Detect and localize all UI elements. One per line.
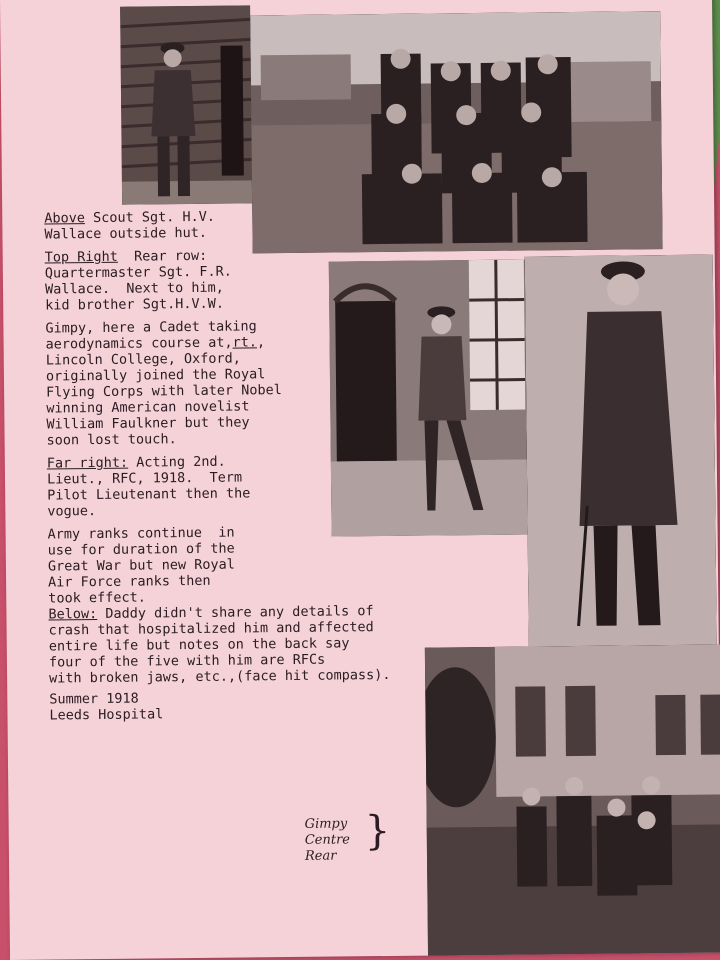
army-line2: use for duration of the <box>47 540 235 559</box>
caption-above <box>44 209 215 227</box>
photo-leeds-hospital-group[interactable] <box>425 644 720 955</box>
caption-below-line5: with broken jaws, etc.,(face hit compass). <box>49 666 391 687</box>
photo-group-of-soldiers-image <box>250 11 662 253</box>
photo-acting-second-lieutenant[interactable] <box>525 255 717 649</box>
caption-top-right-line3: Wallace. Next to him, <box>44 279 224 298</box>
caption-above-text: Scout Sgt. H.V. <box>84 208 216 227</box>
caption-top-right-text: Rear row: <box>117 247 208 265</box>
gimpy-line7: William Faulkner but they <box>46 414 250 433</box>
handwritten-note-line3: Rear <box>304 848 337 864</box>
caption-top-right-line2: Quartermaster Sgt. F.R. <box>44 263 232 282</box>
army-line5: took effect. <box>48 589 146 607</box>
photo-scout-outside-hut[interactable] <box>120 5 252 204</box>
caption-below-text: Daddy didn't share any details of <box>97 603 374 623</box>
photo-scout-outside-hut-image <box>120 5 252 204</box>
photo-group-of-soldiers[interactable] <box>250 11 662 253</box>
caption-far-right-label: Far right: <box>46 454 129 472</box>
caption-below-label: Below: <box>48 606 98 623</box>
photo-cadet-lincoln-college-image <box>329 259 532 536</box>
caption-far-right-line3: Pilot Lieutenant then the <box>47 485 251 504</box>
gimpy-line8: soon lost touch. <box>46 431 177 449</box>
gimpy-line3: Lincoln College, Oxford, <box>45 350 241 369</box>
brace-icon: } <box>364 807 391 855</box>
army-line4: Air Force ranks then <box>48 572 211 591</box>
caption-far-right-line4: vogue. <box>47 503 97 520</box>
caption-below-line3: entire life but notes on the back say <box>48 635 350 655</box>
handwritten-note-line1: Gimpy <box>304 816 348 832</box>
gimpy-line2-post: , <box>256 334 266 351</box>
gimpy-line1: Gimpy, here a Cadet taking <box>45 318 257 337</box>
caption-below-line2: crash that hospitalized him and affected <box>48 619 374 639</box>
photo-cadet-lincoln-college[interactable] <box>329 259 532 536</box>
gimpy-line2-rt: rt. <box>232 334 258 351</box>
army-line1: Army ranks continue in <box>47 524 235 543</box>
caption-far-right-text: Acting 2nd. <box>128 453 226 471</box>
photo-leeds-hospital-group-image <box>425 644 720 955</box>
caption-top-right-label: Top Right <box>44 248 118 266</box>
gimpy-line5: Flying Corps with later Nobel <box>46 382 282 401</box>
caption-top-right <box>45 248 208 266</box>
caption-far-right <box>47 454 226 472</box>
caption-below-line4: four of the five with him are RFCs <box>48 651 326 671</box>
gimpy-line4: originally joined the Royal <box>45 366 266 385</box>
caption-summer: Summer 1918 <box>49 690 139 708</box>
caption-above-label: Above <box>44 210 86 227</box>
caption-top-right-line4: kid brother Sgt.H.V.W. <box>45 295 225 314</box>
caption-far-right-line2: Lieut., RFC, 1918. Term <box>46 469 243 488</box>
handwritten-note-line2: Centre <box>304 832 351 848</box>
caption-leeds-hospital: Leeds Hospital <box>49 706 164 724</box>
gimpy-line2-pre: aerodynamics course at, <box>45 334 233 353</box>
photo-acting-second-lieutenant-image <box>525 255 717 649</box>
caption-above-line2: Wallace outside hut. <box>44 224 208 243</box>
gimpy-line6: winning American novelist <box>46 398 250 417</box>
army-line3: Great War but new Royal <box>47 556 235 575</box>
